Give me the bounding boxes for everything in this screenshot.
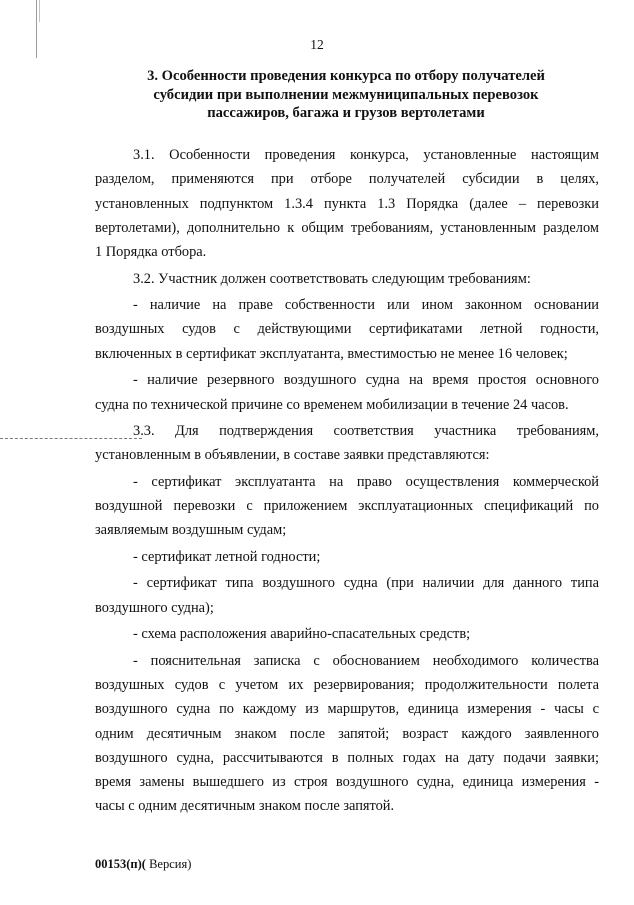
paragraph-3-1 [95,143,599,264]
page-number: 12 [310,37,324,52]
text-line: - сертификат эксплуатанта на право осуществления коммерческой [133,473,599,490]
text-line: время замены вышедшего из строя воздушного судна, единица измерения - [95,774,599,791]
text-line: воздушного судна по каждому из маршрутов, единица измерения - часы с [95,701,599,718]
text-line: - сертификат типа воздушного судна (при наличии для данного типа [133,575,599,592]
text-line: 1 Порядка отбора. [95,244,207,261]
heading-line: субсидии при выполнении межмуниципальных перевозок [153,86,539,103]
text-line: 3.3. Для подтверждения соответствия участника требованиям, [133,423,599,440]
heading-line: 3. Особенности проведения конкурса по отбору получателей [147,68,545,84]
text-line: одним десятичным знаком после запятой; возраст каждого заявленного [95,725,599,742]
footer-version: Версия) [145,857,192,871]
section-heading [118,67,574,123]
list-item [95,571,599,620]
footer-code: 00153(п)( [95,857,146,871]
list-item [95,649,599,819]
text-line: установленных подпунктом 1.3.4 пункта 1.3 Порядка (далее – перевозки [95,195,599,212]
text-line: воздушного судна); [95,599,214,616]
text-line: разделом, применяются при отборе получателей субсидии в целях, [95,171,599,188]
text-line: - сертификат летной годности; [133,548,321,565]
text-line: - схема расположения аварийно-спасательных средств; [133,626,471,643]
text-line: - наличие на праве собственности или ином законном основании [133,297,599,314]
paragraph-3-3 [95,419,599,468]
text-line: воздушных судов с учетом их резервирования; продолжительности полета [95,676,599,693]
text-line: - пояснительная записка с обоснованием необходимого количества [133,652,599,669]
text-line: вертолетами), дополнительно к общим требованиям, установленным разделом [95,219,599,236]
scan-margin-line-secondary [39,0,40,22]
text-line: 3.2. Участник должен соответствовать следующим требованиям: [133,270,531,287]
paragraph-3-2 [95,267,599,291]
text-line: 3.1. Особенности проведения конкурса, установленные настоящим [133,147,599,163]
document-footer-code [95,857,191,872]
text-line: часы с одним десятичным знаком после запятой. [95,798,395,815]
text-line: включенных в сертификат эксплуатанта, вместимостью не менее 16 человек; [95,345,568,362]
text-line: - наличие резервного воздушного судна на время простоя основного [133,372,599,389]
heading-line: пассажиров, багажа и грузов вертолетами [207,105,485,121]
list-item [95,622,599,646]
text-line: заявляемым воздушным судам; [95,522,287,539]
text-line: воздушного судна, рассчитываются в полных годах на дату подачи заявки; [95,749,599,766]
list-item [95,368,599,417]
text-line: установленным в объявлении, в составе заявки представляются: [95,447,490,464]
text-line: судна по технической причине со временем мобилизации в течение 24 часов. [95,396,569,413]
document-body [95,143,599,819]
list-item [95,293,599,366]
text-line: воздушной перевозки с приложением эксплуатационных спецификаций по [95,498,599,515]
list-item [95,545,599,569]
list-item [95,470,599,543]
text-line: воздушных судов с действующими сертификатами летной годности, [95,321,599,338]
